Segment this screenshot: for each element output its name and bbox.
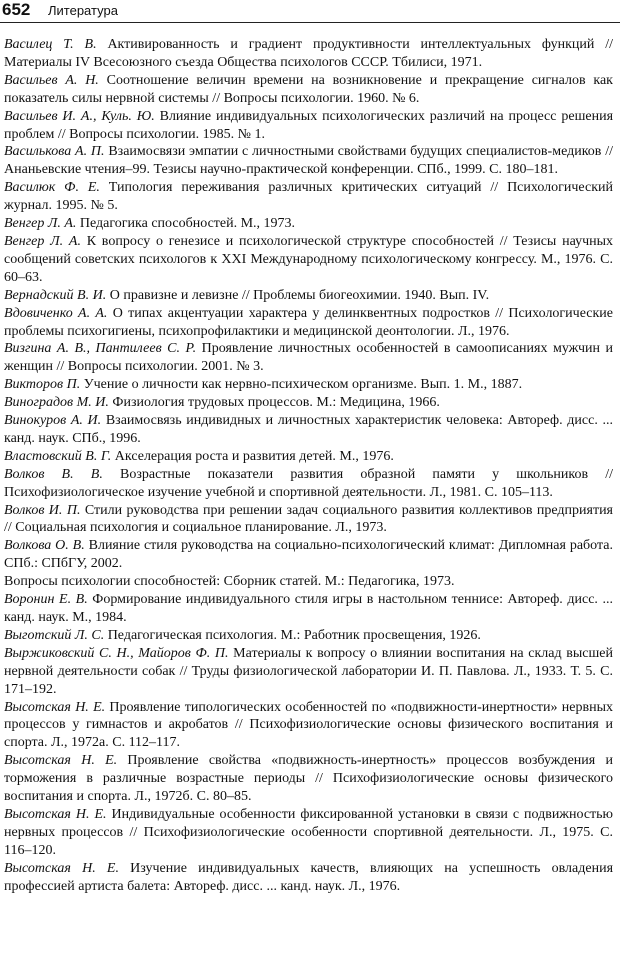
reference-author: Волков И. П. xyxy=(4,502,81,518)
reference-text: Влияние стиля руководства на социально-психологический климат: Дипломная работа. СПб.: СПбГУ, 2002. xyxy=(4,538,613,572)
reference-entry xyxy=(4,466,613,502)
reference-author: Волкова О. В. xyxy=(4,538,85,554)
reference-author: Василец Т. В. xyxy=(4,37,97,52)
reference-author: Вернадский В. И. xyxy=(4,287,107,303)
reference-author: Вдовиченко А. А. xyxy=(4,305,108,321)
reference-entry xyxy=(4,108,613,144)
page-number: 652 xyxy=(2,0,31,19)
reference-text: Вопросы психологии способностей: Сборник статей. М.: Педагогика, 1973. xyxy=(4,574,455,590)
reference-text: О правизне и левизне // Проблемы биогеохимии. 1940. Вып. IV. xyxy=(106,287,490,303)
reference-entry xyxy=(4,448,613,466)
reference-text: Формирование индивидуального стиля игры в настольном теннисе: Автореф. дисс. ... канд. наук. М., 1984. xyxy=(4,592,614,625)
reference-author: Винокуров А. И. xyxy=(4,413,102,429)
reference-author: Выготский Л. С. xyxy=(4,627,105,643)
reference-author: Властовский В. Г. xyxy=(4,448,112,464)
reference-text: Возрастные показатели развития образной памяти у школьников // Психофизиологическое изучение учебной и спортивной деятельности. Л., 1981. С. 105–113. xyxy=(4,466,613,500)
reference-author: Волков В. В. xyxy=(4,466,103,482)
reference-author: Выржиковский С. Н., Майоров Ф. П. xyxy=(4,645,229,661)
reference-text: Физиология трудовых процессов. М.: Медицина, 1966. xyxy=(108,395,440,411)
reference-text: Изучение индивидуальных качеств, влияющих на успешность овладения профессией артиста балета: Автореф. дисс. ... канд. наук. Л., 1976. xyxy=(4,860,614,894)
reference-entry xyxy=(4,376,613,394)
reference-text: Проявление свойства «подвижность-инертность» процессов возбуждения и торможения в различные возрастные периоды // Психофизиологические основы физического воспитания и спорта. Л., 1972б. С. 80–85. xyxy=(4,753,613,805)
reference-text: О типах акцентуации характера у делинквентных подростков // Психологические проблемы психогигиены, психопрофилактики и медицинской деонтологии. Л., 1976. xyxy=(4,305,613,339)
reference-text: К вопросу о генезисе и психологической структуре способностей // Тезисы научных сообщений советских психологов к XXI Международному психологическому конгрессу. М., 1976. С. 60–63. xyxy=(4,233,614,285)
reference-author: Высотская Н. Е. xyxy=(4,753,118,769)
reference-text: Индивидуальные особенности фиксированной установки в связи с подвижностью нервных процессов // Психофизиологические особенности спортивной деятельности. Л., 1975. С. 116–120. xyxy=(4,806,613,858)
reference-text: Педагогическая психология. М.: Работник просвещения, 1926. xyxy=(104,627,481,643)
reference-entry xyxy=(4,502,613,538)
page-header xyxy=(0,0,620,23)
reference-text: Проявление типологических особенностей по «подвижности-инертности» нервных процессов у гимнастов и акробатов // Психофизиологические основы физического воспитания и спорта. Л., 1972а. С. 112–117. xyxy=(4,699,614,751)
reference-entry xyxy=(4,806,613,860)
reference-author: Василюк Ф. Е. xyxy=(4,180,100,196)
reference-text: Акселерация роста и развития детей. М., 1976. xyxy=(111,448,394,464)
section-title: Литература xyxy=(48,3,118,18)
reference-author: Венгер Л. А. xyxy=(4,216,77,232)
reference-author: Викторов П. xyxy=(4,377,81,393)
reference-text: Влияние индивидуальных психологических различий на процесс решения проблем // Вопросы психологии. 1985. № 1. xyxy=(4,108,614,142)
reference-entry xyxy=(4,752,613,806)
reference-author: Васильев А. Н. xyxy=(4,72,99,88)
reference-text: Взаимосвязь индивидных и личностных характеристик человека: Автореф. дисс. ... канд. наук. СПб., 1996. xyxy=(4,413,614,446)
reference-author: Венгер Л. А. xyxy=(4,233,81,249)
reference-text: Активированность и градиент продуктивности интеллектуальных функций // Материалы IV Всесоюзного съезда Общества психологов СССР. Тбилиси, 1971. xyxy=(4,37,614,70)
reference-author: Визгина А. В., Пантилеев С. Р. xyxy=(4,341,197,357)
reference-entry xyxy=(4,860,613,896)
reference-entry xyxy=(4,591,613,627)
reference-entry xyxy=(4,627,613,645)
reference-text: Материалы к вопросу о влиянии воспитания на склад высшей нервной деятельности собак // Труды физиологической лаборатории И. П. Павлова. Л., 1933. Т. 5. С. 171–192. xyxy=(4,645,613,697)
reference-text: Взаимосвязи эмпатии с личностными свойствами будущих специалистов-медиков // Ананьевские чтения–99. Тезисы научно-практической конференции. СПб., 1999. С. 180–181. xyxy=(4,144,613,178)
reference-entry xyxy=(4,287,613,305)
reference-entry xyxy=(4,72,613,108)
reference-text: Соотношение величин времени на возникновение и прекращение сигналов как показатель силы нервной системы // Вопросы психологии. 1960. № 6. xyxy=(4,72,613,106)
reference-text: Педагогика способностей. М., 1973. xyxy=(76,216,296,232)
reference-entry xyxy=(4,537,613,573)
reference-entry xyxy=(4,340,613,376)
reference-text: Проявление личностных особенностей в самоописаниях мужчин и женщин // Вопросы психологии. 2001. № 3. xyxy=(4,341,613,375)
reference-author: Василькова А. П. xyxy=(4,144,105,160)
reference-entry xyxy=(4,179,613,215)
reference-entry xyxy=(4,412,613,448)
reference-list xyxy=(4,36,613,896)
reference-author: Виноградов М. И. xyxy=(4,395,109,411)
reference-text: Учение о личности как нервно-психическом организме. Вып. 1. М., 1887. xyxy=(80,377,523,393)
reference-author: Высотская Н. Е. xyxy=(4,860,119,876)
reference-author: Воронин Е. В. xyxy=(4,592,88,608)
reference-entry xyxy=(4,143,613,179)
reference-text: Типология переживания различных критических ситуаций // Психологический журнал. 1995. № 5. xyxy=(4,180,613,214)
reference-text: Стили руководства при решении задач социального развития коллективов предприятия // Социальная психология и социальное планирование. Л., 1973. xyxy=(4,502,613,536)
reference-entry xyxy=(4,645,613,699)
reference-author: Высотская Н. Е. xyxy=(4,699,106,715)
reference-entry xyxy=(4,233,613,287)
reference-author: Высотская Н. Е. xyxy=(4,806,107,822)
reference-entry xyxy=(4,573,613,591)
reference-entry xyxy=(4,305,613,341)
reference-entry xyxy=(4,36,613,72)
reference-entry xyxy=(4,699,613,753)
reference-entry xyxy=(4,394,613,412)
reference-entry xyxy=(4,215,613,233)
reference-author: Васильев И. А., Куль. Ю. xyxy=(4,108,155,124)
